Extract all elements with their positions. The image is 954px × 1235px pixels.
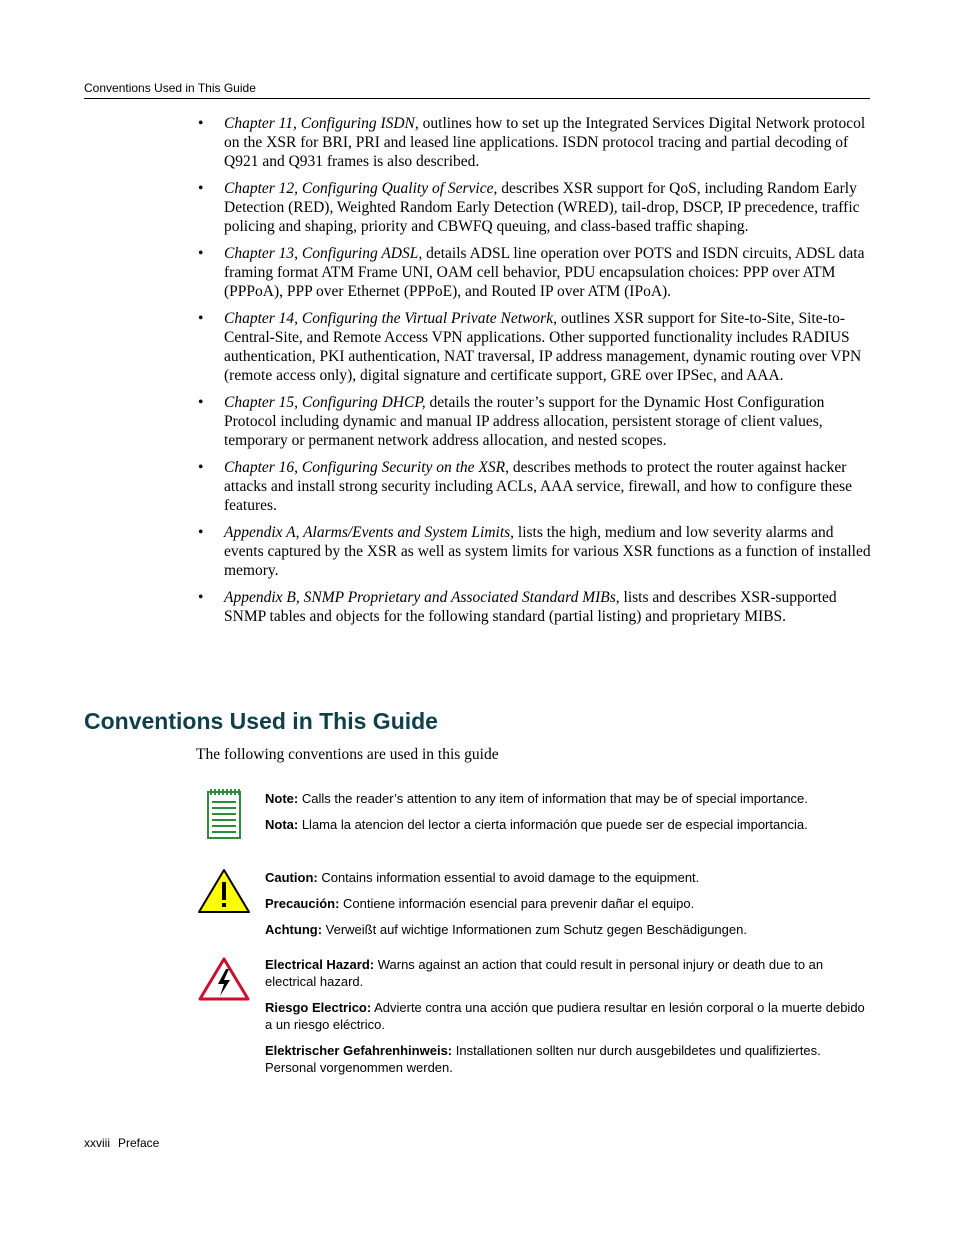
chapter-reference: Chapter 16, Configuring Security on the XSR — [224, 459, 506, 476]
list-item: • Chapter 12, Configuring Quality of Service, describes XSR support for QoS, including Random Early Detection (RED), Weighted Random Early Detection (WRED), tail-drop, DSCP, IP precedence, traffic policing and shaping, priority and CBWFQ queuing, and class-based traffic shaping. — [198, 180, 860, 235]
list-item: • Appendix A, Alarms/Events and System Limits, lists the high, medium and low severity alarms and events captured by the XSR as well as system limits for various XSR functions as a function of installed memory. — [198, 524, 871, 579]
note-es: Nota: Llama la atencion del lector a cierta información que puede ser de especial importancia. — [265, 817, 808, 832]
list-item: • Chapter 13, Configuring ADSL, details ADSL line operation over POTS and ISDN circuits, ADSL data framing format ATM Frame UNI, OAM cell behavior, PDU encapsulation choices: PPP over ATM (PPPoA), PPP over Ethernet (PPPoE), and Routed IP over ATM (IPoA). — [198, 245, 865, 300]
chapter-description: , describes methods to protect the router against hacker attacks and install strong security including ACLs, AAA service, firewall, and how to configure these features. — [224, 459, 853, 514]
caution-en: Caution: Contains information essential to avoid damage to the equipment. — [265, 870, 700, 885]
list-item: • Chapter 16, Configuring Security on the XSR, describes methods to protect the router against hacker attacks and install strong security including ACLs, AAA service, firewall, and how to configure these features. — [198, 459, 853, 514]
chapter-description: details ADSL line operation over POTS and ISDN circuits, ADSL data framing format ATM Frame UNI, OAM cell behavior, PDU encapsulation choices: PPP over ATM (PPPoA), PPP over Ethernet (PPPoE), and Routed IP over ATM (IPoA). — [224, 245, 865, 300]
note-en: Note: Calls the reader’s attention to any item of information that may be of special importance. — [265, 791, 808, 806]
chapter-description: lists the high, medium and low severity alarms and events captured by the XSR as well as system limits for various XSR functions as a function of installed memory. — [224, 524, 871, 579]
caution-block — [196, 866, 876, 946]
list-item: • Chapter 15, Configuring DHCP, details the router’s support for the Dynamic Host Configuration Protocol including dynamic and manual IP address allocation, persistent storage of client values, temporary or permanent network address allocation, and nested scopes. — [198, 394, 825, 449]
caution-de: Achtung: Verweißt auf wichtige Informationen zum Schutz gegen Beschädigungen. — [265, 922, 747, 937]
chapter-description: details the router’s support for the Dynamic Host Configuration Protocol including dynamic and manual IP address allocation, persistent storage of client values, temporary or permanent network address allocation, and nested scopes. — [224, 394, 825, 449]
chapter-description: , lists and describes XSR-supported SNMP tables and objects for the following standard (partial listing) and proprietary MIBS. — [224, 589, 837, 625]
hazard-en: Electrical Hazard: Warns against an action that could result in personal injury or death due to an electrical hazard. — [265, 957, 824, 989]
chapter-reference: Chapter 15, Configuring DHCP, — [224, 394, 426, 411]
warning-triangle-icon — [196, 866, 252, 916]
page-number: xxviii — [84, 1136, 110, 1150]
section-intro: The following conventions are used in this guide — [196, 746, 499, 763]
chapter-reference: Chapter 14, Configuring the Virtual Private Network, — [224, 310, 557, 327]
chapter-reference: Appendix A, Alarms/Events and System Limits, — [224, 524, 515, 541]
chapter-reference: Chapter 12, Configuring Quality of Service — [224, 180, 494, 197]
note-block — [196, 786, 876, 846]
chapter-reference: Chapter 13, Configuring ADSL, — [224, 245, 423, 262]
chapter-reference: Appendix B, SNMP Proprietary and Associated Standard MIBs — [224, 589, 616, 606]
chapter-list — [196, 114, 876, 634]
hazard-es: Riesgo Electrico: Advierte contra una acción que pudiera resultar en lesión corporal o la muerte debido a un riesgo eléctrico. — [265, 1000, 865, 1032]
electrical-hazard-icon — [196, 953, 252, 1003]
list-item: • Chapter 11, Configuring ISDN, outlines how to set up the Integrated Services Digital Network protocol on the XSR for BRI, PRI and leased line applications. ISDN protocol tracing and partial decoding of Q921 and Q931 frames is also described. — [198, 115, 866, 170]
caution-es: Precaución: Contiene información esencial para prevenir dañar el equipo. — [265, 896, 695, 911]
chapter-description: outlines XSR support for Site-to-Site, Site-to-Central-Site, and Remote Access VPN applications. Other supported functionality includes RADIUS authentication, PKI authentication, NAT traversal, IP address management, dynamic routing over VPN (remote access only), digital signature and certificate support, GRE over IPSec, and AAA. — [224, 310, 862, 384]
chapter-reference: Chapter 11, Configuring ISDN, — [224, 115, 419, 132]
hazard-block — [196, 953, 876, 1083]
chapter-description: outlines how to set up the Integrated Services Digital Network protocol on the XSR for BRI, PRI and leased line applications. ISDN protocol tracing and partial decoding of Q921 and Q931 frames is also described. — [224, 115, 866, 170]
footer-section: Preface — [118, 1136, 160, 1150]
page-footer — [84, 1136, 159, 1150]
chapter-description: , describes XSR support for QoS, including Random Early Detection (RED), Weighted Random Early Detection (WRED), tail-drop, DSCP, IP precedence, traffic policing and shaping, priority and CBWFQ queuing, and class-based traffic shaping. — [224, 180, 860, 235]
running-header: Conventions Used in This Guide — [84, 80, 870, 99]
section-title: Conventions Used in This Guide — [84, 708, 438, 734]
list-item: • Chapter 14, Configuring the Virtual Private Network, outlines XSR support for Site-to-Site, Site-to-Central-Site, and Remote Access VPN applications. Other supported functionality includes RADIUS authentication, PKI authentication, NAT traversal, IP address management, dynamic routing over VPN (remote access only), digital signature and certificate support, GRE over IPSec, and AAA. — [198, 310, 862, 384]
list-item: • Appendix B, SNMP Proprietary and Associated Standard MIBs, lists and describes XSR-supported SNMP tables and objects for the following standard (partial listing) and proprietary MIBS. — [198, 589, 837, 625]
notepad-icon — [196, 786, 246, 842]
hazard-de: Elektrischer Gefahrenhinweis: Installationen sollten nur durch ausgebildetes und qualifiziertes. Personal vorgenommen werden. — [265, 1043, 821, 1075]
